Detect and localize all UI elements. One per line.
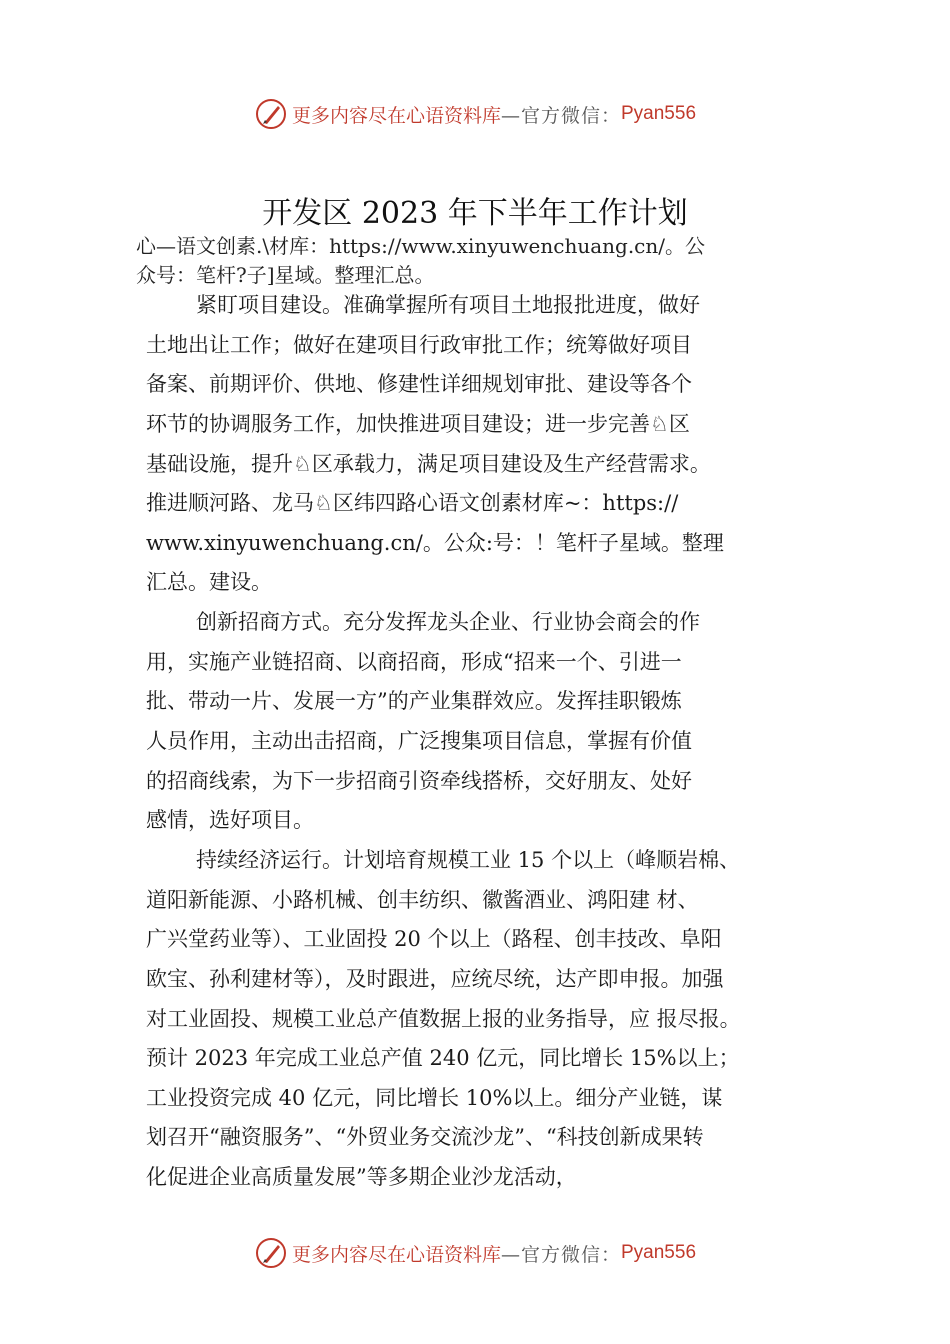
paragraph-line: 人员作用，主动出击招商，广泛搜集项目信息，掌握有价值 (146, 729, 692, 754)
wechat-id: Pyan556 (621, 103, 697, 124)
paragraph-line: 环节的协调服务工作，加快推进项目建设；进一步完善♘区 (146, 411, 690, 436)
paragraph-line: 化促进企业高质量发展”等多期企业沙龙活动， (146, 1165, 577, 1190)
paragraph-line: 汇总。建设。 (146, 570, 272, 595)
wechat-id: Pyan556 (621, 1242, 697, 1263)
wechat-label: —官方微信： (500, 1243, 621, 1266)
document-body (146, 286, 846, 1198)
source-note (136, 232, 836, 290)
footer-banner (0, 1233, 950, 1273)
paragraph-line: 的招商线索，为下一步招商引资牵线搭桥，交好朋友、处好 (146, 768, 692, 793)
wechat-label: —官方微信： (500, 104, 621, 127)
paragraph-line: 推进顺河路、龙马♘区纬四路心语文创素材库~：https:// (146, 491, 679, 516)
brand-text: 更多内容尽在心语资料库 (291, 104, 501, 127)
quill-logo-icon (254, 97, 288, 131)
header-banner (0, 94, 950, 134)
source-note-line: 心—语文创素.\材库：https://www.xinyuwenchuang.cn/。公 (136, 234, 705, 258)
paragraph-line: 预计 2023 年完成工业总产值 240 亿元，同比增长 15%以上； (146, 1046, 740, 1071)
paragraph-line: 紧盯项目建设。准确掌握所有项目土地报批进度，做好 (196, 293, 700, 317)
source-note-line: 众号：笔杆?子]星域。整理汇总。 (136, 263, 435, 287)
paragraph-line: 用，实施产业链招商、以商招商，形成“招来一个、引进一 (146, 649, 682, 674)
paragraph-line: 广兴堂药业等）、工业固投 20 个以上（路程、创丰技改、阜阳 (146, 927, 722, 952)
paragraph-line: 划召开“融资服务”、“外贸业务交流沙龙”、“科技创新成果转 (146, 1125, 704, 1150)
quill-logo-icon (254, 1236, 288, 1270)
paragraph-line: www.xinyuwenchuang.cn/。公众:号：！笔杆子星域。整理 (146, 530, 724, 555)
paragraph-line: 基础设施，提升♘区承载力，满足项目建设及生产经营需求。 (146, 451, 711, 476)
paragraph-line: 道阳新能源、小路机械、创丰纺织、徽酱酒业、鸿阳建 材、 (146, 887, 699, 912)
paragraph-line: 持续经济运行。计划培育规模工业 15 个以上（峰顺岩棉、 (196, 847, 741, 872)
paragraph-line: 工业投资完成 40 亿元，同比增长 10%以上。细分产业链，谋 (146, 1085, 723, 1110)
paragraph-line: 备案、前期评价、供地、修建性详细规划审批、建设等各个 (146, 372, 692, 397)
paragraph-line: 对工业固投、规模工业总产值数据上报的业务指导，应 报尽报。 (146, 1006, 741, 1031)
paragraph-line: 创新招商方式。充分发挥龙头企业、行业协会商会的作 (196, 610, 700, 635)
brand-text: 更多内容尽在心语资料库 (291, 1243, 501, 1266)
paragraph-line: 土地出让工作；做好在建项目行政审批工作；统筹做好项目 (146, 332, 692, 357)
document-title: 开发区 2023 年下半年工作计划 (262, 196, 688, 231)
paragraph-line: 感情，选好项目。 (146, 808, 314, 833)
paragraph-line: 欧宝、孙利建材等），及时跟进，应统尽统，达产即申报。加强 (146, 966, 724, 991)
paragraph-line: 批、带动一片、发展一方”的产业集群效应。发挥挂职锻炼 (146, 689, 682, 714)
